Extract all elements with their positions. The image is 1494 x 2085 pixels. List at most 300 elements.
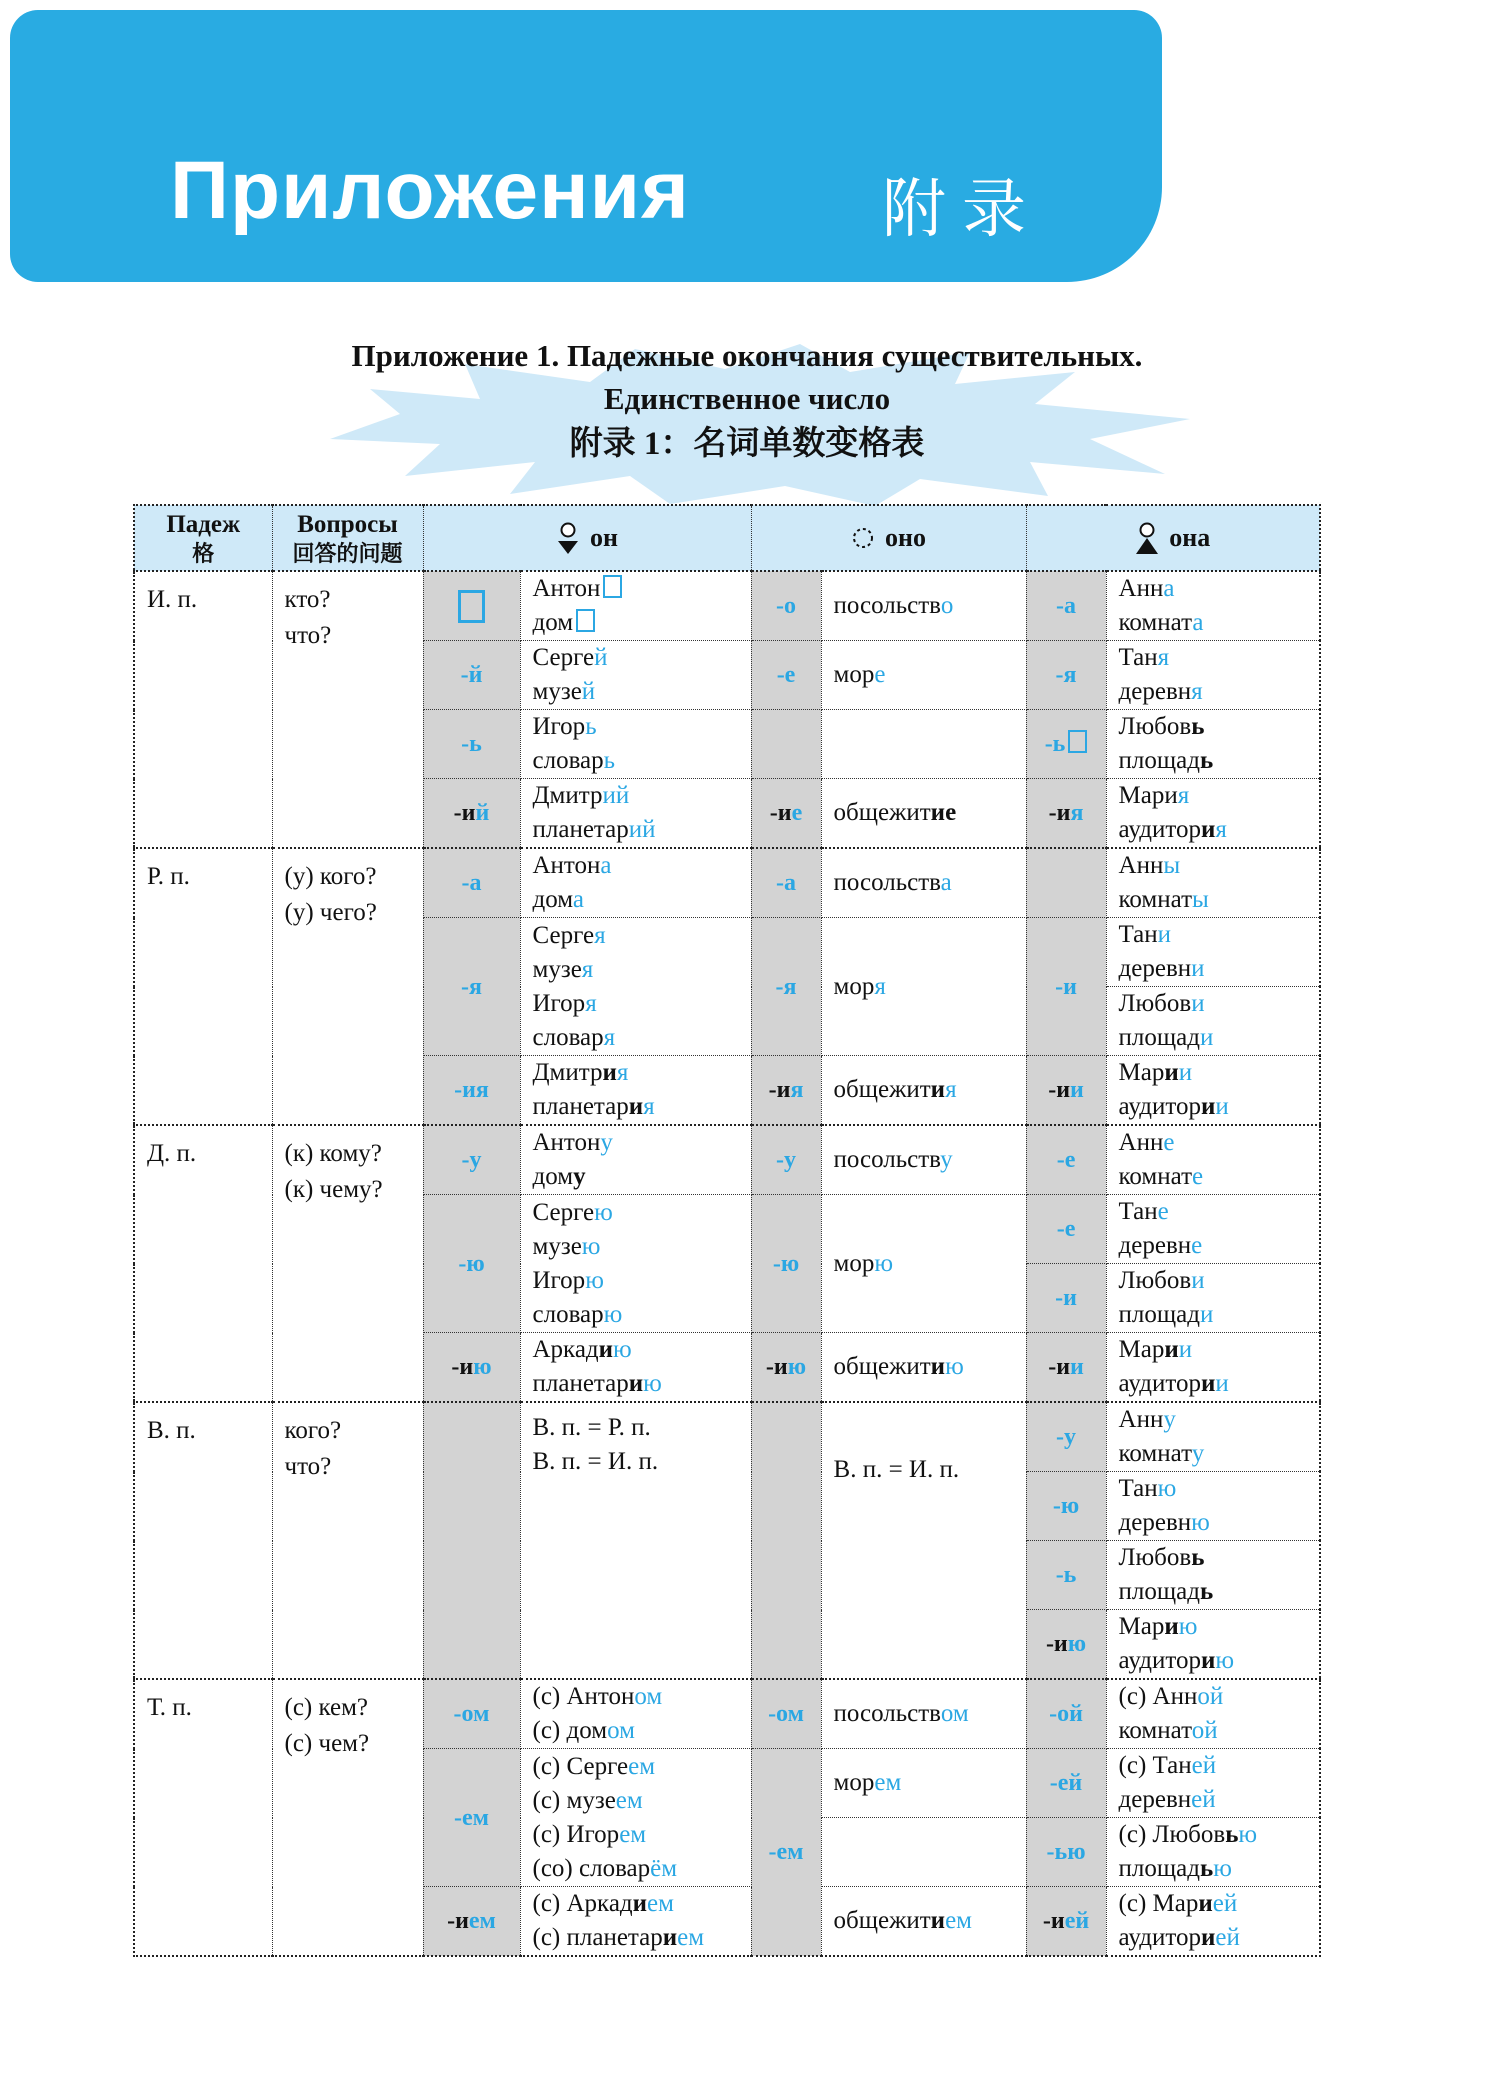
text-segment: и — [1198, 1890, 1213, 1917]
text-segment: й — [581, 678, 596, 705]
text-segment: что? — [284, 622, 332, 649]
text-segment: деревн — [1118, 678, 1192, 705]
text-segment: я — [1215, 816, 1227, 843]
text-segment: посольств — [833, 1146, 941, 1173]
text-segment: (с) Игор — [532, 1820, 620, 1848]
text-segment: -и — [451, 1354, 474, 1380]
text-segment: площад — [1118, 747, 1200, 774]
text-segment: ом — [940, 1700, 969, 1727]
text-segment: е — [874, 661, 886, 688]
text-segment: ю — [1178, 1613, 1198, 1640]
cell-mE — [520, 710, 751, 779]
text-segment: ем — [945, 1907, 972, 1934]
text-segment: -е — [776, 662, 796, 688]
text-segment: -е — [1056, 1216, 1076, 1242]
text-segment: ю — [787, 1354, 807, 1380]
text-segment: кто? — [284, 586, 331, 613]
cell-ques — [272, 571, 423, 848]
text-segment: и — [1070, 1077, 1084, 1103]
text-segment: (с) Серге — [532, 1752, 629, 1780]
cell-nE — [821, 571, 1026, 641]
text-segment: и — [1191, 1267, 1205, 1294]
cell-nL — [751, 571, 821, 641]
text-segment: -и — [768, 1077, 791, 1103]
cell-ques — [272, 1402, 423, 1679]
text-segment: -ью — [1046, 1839, 1086, 1865]
cell-fE — [1106, 779, 1320, 849]
text-segment: -ем — [768, 1839, 804, 1865]
cell-mE — [520, 779, 751, 849]
text-segment: я — [585, 989, 597, 1017]
zero-ending-square-icon — [458, 590, 485, 623]
cell-fE — [1106, 1333, 1320, 1403]
text-segment: ь — [1191, 713, 1205, 740]
cell-nE — [821, 779, 1026, 849]
text-segment: и — [1200, 1093, 1216, 1120]
text-segment: -а — [776, 870, 797, 896]
cell-nL — [751, 1125, 821, 1195]
cell-fL — [1026, 848, 1106, 918]
text-segment: и — [628, 1370, 644, 1397]
text-segment: и — [1164, 1336, 1179, 1363]
text-segment: аудитор — [1118, 1924, 1201, 1951]
text-segment: и — [930, 1353, 946, 1380]
section-title-line1: Приложение 1. Падежные окончания существительных. — [351, 338, 1143, 373]
text-segment: аудитор — [1118, 1647, 1201, 1674]
text-segment: -я — [461, 973, 482, 1000]
text-segment: комнат — [1118, 886, 1193, 913]
text-segment: ой — [1197, 1683, 1224, 1710]
text-segment: ь — [585, 713, 597, 740]
text-segment: дом — [532, 1163, 574, 1190]
text-segment: Игор — [532, 989, 586, 1017]
cell-mE — [520, 1056, 751, 1126]
text-segment: Антон — [532, 575, 601, 602]
text-segment: Р. п. — [147, 863, 190, 890]
cell-fE — [1106, 710, 1320, 779]
text-segment: ем — [677, 1924, 705, 1951]
text-segment: общежит — [833, 799, 931, 826]
text-segment: ем — [647, 1890, 674, 1917]
text-segment: ю — [613, 1336, 632, 1363]
zero-ending-square-icon — [1068, 730, 1087, 753]
text-segment: я — [1070, 800, 1084, 826]
text-segment: у — [1163, 1406, 1176, 1433]
text-segment: я — [616, 1059, 629, 1086]
text-segment: аудитор — [1118, 816, 1201, 843]
text-segment: кого? — [284, 1417, 342, 1444]
text-segment: и — [1178, 1336, 1193, 1363]
text-segment: ём — [650, 1854, 678, 1882]
text-segment: -е — [1056, 1147, 1076, 1173]
section-title-block — [0, 334, 1494, 468]
text-segment: Любов — [1118, 990, 1192, 1017]
cell-mL — [423, 1333, 520, 1403]
female-figure-icon — [1135, 522, 1159, 554]
text-segment: -и — [1048, 800, 1071, 826]
cell-nL — [751, 1679, 821, 1749]
cell-fL — [1026, 1679, 1106, 1749]
text-segment: а — [600, 852, 612, 879]
text-segment: -и — [1045, 1631, 1068, 1657]
text-segment: Анн — [1118, 1406, 1164, 1433]
text-segment: дом — [532, 886, 573, 913]
section-title-line2: Единственное число — [603, 381, 891, 416]
text-segment: а — [1192, 609, 1204, 636]
text-segment: мор — [833, 661, 875, 688]
cell-ques — [272, 1125, 423, 1402]
cell-nE — [821, 1402, 1026, 1679]
cell-mL — [423, 710, 520, 779]
text-segment: комнат — [1118, 1717, 1192, 1744]
text-segment: ой — [1191, 1717, 1218, 1744]
cell-fL — [1026, 1472, 1106, 1541]
cell-nL — [751, 1749, 821, 1957]
text-segment: (с) музе — [532, 1786, 616, 1814]
gender-label-neuter: оно — [885, 523, 927, 552]
header-questions-ru: Вопросы — [297, 510, 398, 538]
cell-mL — [423, 1402, 520, 1679]
text-segment: словар — [532, 747, 604, 774]
text-segment: -ю — [1052, 1493, 1080, 1519]
cell-fE — [1106, 987, 1320, 1056]
text-segment: посольств — [833, 869, 941, 896]
text-segment: -ей — [1049, 1770, 1083, 1796]
cell-nL — [751, 779, 821, 849]
text-segment: Любов — [1118, 713, 1192, 740]
cell-fE — [1106, 1679, 1320, 1749]
text-segment: Тан — [1118, 921, 1158, 948]
text-segment: ом — [634, 1683, 663, 1710]
cell-fL — [1026, 1333, 1106, 1403]
text-segment: й — [475, 800, 490, 826]
cell-fL — [1026, 1541, 1106, 1610]
text-segment: ий — [602, 782, 630, 809]
section-title-line3-chinese: 附录 1：名词单数变格表 — [569, 426, 925, 462]
text-segment: -ь — [461, 731, 482, 757]
text-segment: общежит — [833, 1076, 931, 1103]
text-segment: ей — [1212, 1890, 1238, 1917]
text-segment: е — [1191, 1232, 1203, 1259]
text-segment: -и — [447, 1908, 469, 1934]
text-segment: и — [1157, 921, 1172, 948]
cell-nE — [821, 1333, 1026, 1403]
text-segment: -а — [461, 870, 482, 896]
text-segment: -ой — [1049, 1701, 1083, 1727]
cell-nL — [751, 848, 821, 918]
declension-table-body — [134, 571, 1320, 1956]
text-segment: ей — [1215, 1924, 1240, 1951]
text-segment: ы — [1192, 886, 1209, 913]
zero-ending-square-icon — [603, 575, 622, 598]
text-segment: и — [1191, 990, 1205, 1017]
text-segment: й — [594, 644, 608, 671]
text-segment: и — [1200, 816, 1216, 843]
text-segment: и — [1200, 1370, 1216, 1397]
text-segment: я — [603, 1023, 616, 1051]
gender-label-masculine: он — [590, 523, 618, 552]
cell-mE — [520, 571, 751, 641]
cell-mL — [423, 1679, 520, 1749]
cell-nE — [821, 1195, 1026, 1333]
text-segment: Анн — [1118, 852, 1164, 879]
text-segment: ю — [1238, 1821, 1258, 1848]
header-masculine — [423, 505, 751, 571]
text-segment: -ь — [1055, 1562, 1077, 1588]
text-segment: и — [1070, 1354, 1084, 1380]
header-case-ru: Падеж — [166, 510, 241, 538]
cell-fL — [1026, 1887, 1106, 1957]
text-segment: ю — [1213, 1855, 1232, 1882]
text-segment: и — [662, 1924, 678, 1951]
cell-fL — [1026, 1749, 1106, 1818]
cell-nL — [751, 1056, 821, 1126]
cell-fE — [1106, 571, 1320, 641]
cell-nL — [751, 1195, 821, 1333]
text-segment: ий — [628, 816, 656, 843]
text-segment: ей — [1064, 1908, 1090, 1934]
cell-fE — [1106, 1887, 1320, 1957]
cell-mL — [423, 779, 520, 849]
cell-ques — [272, 1679, 423, 1956]
text-segment: и — [1215, 1370, 1229, 1397]
text-segment: я — [1191, 678, 1203, 705]
text-segment: Серге — [532, 644, 595, 671]
cell-nL — [751, 1402, 821, 1679]
text-segment: (с) кем? — [284, 1694, 369, 1721]
text-segment: Аркад — [532, 1336, 599, 1363]
text-segment: (у) кого? — [284, 863, 377, 890]
text-segment: ы — [1163, 852, 1181, 879]
text-segment: Серге — [532, 1198, 595, 1226]
cell-nL — [751, 1333, 821, 1403]
text-segment: музе — [532, 1232, 582, 1260]
text-segment: общежит — [833, 1353, 931, 1380]
text-segment: е — [1192, 1163, 1204, 1190]
zero-ending-square-icon — [576, 609, 595, 632]
text-segment: и — [628, 1093, 644, 1120]
cell-nE — [821, 1679, 1026, 1749]
cell-fL — [1026, 1125, 1106, 1195]
text-segment: (к) чему? — [284, 1176, 383, 1203]
text-segment: Игор — [532, 713, 586, 740]
text-segment: словар — [532, 1300, 604, 1328]
text-segment: площад — [1118, 1855, 1200, 1882]
text-segment: Тан — [1118, 644, 1158, 671]
cell-fE — [1106, 848, 1320, 918]
text-segment: -ю — [772, 1250, 800, 1277]
text-segment: -и — [453, 800, 476, 826]
text-segment: мор — [833, 1769, 875, 1796]
text-segment: я — [594, 921, 606, 949]
text-segment: я — [1157, 644, 1170, 671]
cell-mE — [520, 1195, 751, 1333]
cell-case — [134, 1125, 272, 1402]
text-segment: (со) словар — [532, 1854, 651, 1882]
text-segment: ей — [1191, 1786, 1216, 1813]
cell-fL — [1026, 1818, 1106, 1887]
cell-fL — [1026, 1402, 1106, 1472]
text-segment: (с) Аркад — [532, 1890, 633, 1917]
page-banner — [10, 10, 1162, 282]
cell-fL — [1026, 1264, 1106, 1333]
text-segment: у — [573, 1163, 586, 1190]
cell-mL — [423, 1125, 520, 1195]
cell-mL — [423, 1887, 520, 1957]
text-segment: планетар — [532, 1370, 629, 1397]
text-segment: и — [1164, 1613, 1179, 1640]
text-segment: я — [945, 1076, 957, 1103]
text-segment: -я — [1055, 662, 1077, 688]
text-segment: ю — [603, 1300, 623, 1328]
text-segment: (у) чего? — [284, 899, 377, 926]
cell-nE — [821, 918, 1026, 1056]
cell-case — [134, 1679, 272, 1956]
text-segment: -ем — [454, 1804, 489, 1831]
text-segment: ем — [874, 1769, 902, 1796]
cell-mL — [423, 571, 520, 641]
text-segment: В. п. = Р. п. — [532, 1414, 651, 1441]
text-segment: е — [1157, 1198, 1169, 1225]
text-segment: ю — [473, 1354, 492, 1380]
cell-fE — [1106, 1195, 1320, 1264]
text-segment: -и — [1055, 973, 1077, 1000]
text-segment: Дмитр — [532, 1059, 603, 1086]
text-segment: ом — [607, 1717, 635, 1744]
cell-fE — [1106, 1818, 1320, 1887]
text-segment: а — [940, 869, 952, 896]
text-segment: -и — [1048, 1354, 1071, 1380]
cell-fL — [1026, 641, 1106, 710]
text-segment: В. п. = И. п. — [532, 1448, 659, 1475]
header-questions — [272, 505, 423, 571]
text-segment: и — [1200, 1924, 1216, 1951]
cell-mE — [520, 1125, 751, 1195]
cell-nE — [821, 641, 1026, 710]
text-segment: ю — [1191, 1509, 1210, 1536]
text-segment: о — [940, 592, 954, 619]
text-segment: Игор — [532, 1266, 586, 1294]
text-segment: мор — [833, 1249, 875, 1277]
text-segment: музе — [532, 955, 582, 983]
cell-fE — [1106, 1264, 1320, 1333]
text-segment: -ом — [453, 1701, 490, 1727]
cell-fE — [1106, 1125, 1320, 1195]
text-segment: я — [643, 1093, 655, 1120]
gender-label-feminine: она — [1169, 523, 1211, 552]
cell-mE — [520, 1333, 751, 1403]
cell-mE — [520, 1887, 751, 1957]
cell-nE — [821, 848, 1026, 918]
cell-fE — [1106, 1402, 1320, 1472]
text-segment: Анн — [1118, 1129, 1164, 1156]
text-segment: и — [1215, 1093, 1229, 1120]
text-segment: В. п. = И. п. — [833, 1456, 960, 1483]
cell-mL — [423, 1749, 520, 1887]
text-segment: ю — [945, 1353, 964, 1380]
text-segment: е — [1163, 1129, 1175, 1156]
text-segment: ь — [1199, 747, 1214, 774]
text-segment: и — [632, 1890, 648, 1917]
text-segment: ю — [874, 1249, 894, 1277]
cell-fE — [1106, 1749, 1320, 1818]
cell-mE — [520, 1679, 751, 1749]
cell-fL — [1026, 710, 1106, 779]
cell-fL — [1026, 1195, 1106, 1264]
text-segment: ь — [603, 747, 616, 774]
text-segment: -ю — [458, 1250, 485, 1277]
header-case-zh: 格 — [192, 540, 215, 566]
text-segment: и — [598, 1336, 614, 1363]
text-segment: (с) планетар — [532, 1924, 663, 1951]
text-segment: а — [1163, 575, 1175, 602]
text-segment: (с) Анн — [1118, 1683, 1198, 1710]
text-segment: (с) Любов — [1118, 1821, 1226, 1848]
text-segment: ь — [1225, 1821, 1239, 1848]
text-segment: ем — [628, 1752, 656, 1780]
text-segment: ю — [1215, 1647, 1235, 1674]
cell-fE — [1106, 1472, 1320, 1541]
text-segment: -ь — [1044, 731, 1066, 757]
text-segment: И. п. — [147, 586, 198, 613]
cell-nL — [751, 710, 821, 779]
text-segment: я — [1177, 782, 1190, 809]
text-segment: Мар — [1118, 1059, 1165, 1086]
text-segment: (с) Антон — [532, 1683, 635, 1710]
text-segment: Анн — [1118, 575, 1164, 602]
text-segment: (с) чем? — [284, 1730, 370, 1757]
cell-case — [134, 1402, 272, 1679]
text-segment: у — [940, 1146, 953, 1173]
text-segment: Антон — [532, 1129, 601, 1156]
text-segment: что? — [284, 1453, 332, 1480]
text-segment: ь — [1199, 1855, 1214, 1882]
cell-case — [134, 571, 272, 848]
cell-mE — [520, 641, 751, 710]
text-segment: -и — [765, 1354, 788, 1380]
dashed-circle-icon — [851, 526, 875, 550]
text-segment: ь — [1191, 1544, 1205, 1571]
text-segment: посольств — [833, 592, 941, 619]
text-segment: -у — [776, 1147, 797, 1173]
text-segment: общежит — [833, 1907, 931, 1934]
text-segment: аудитор — [1118, 1370, 1201, 1397]
text-segment: Тан — [1118, 1198, 1158, 1225]
text-segment: музе — [532, 678, 582, 705]
text-segment: Антон — [532, 852, 601, 879]
cell-fE — [1106, 641, 1320, 710]
cell-fE — [1106, 918, 1320, 987]
cell-mE — [520, 918, 751, 1056]
text-segment: и — [1178, 1059, 1193, 1086]
text-segment: ем — [615, 1786, 643, 1814]
text-segment: планетар — [532, 1093, 629, 1120]
text-segment: ю — [1157, 1475, 1177, 1502]
text-segment: у — [600, 1129, 613, 1156]
cell-fE — [1106, 1541, 1320, 1610]
text-segment: -й — [460, 662, 483, 688]
text-segment: и — [930, 1907, 946, 1934]
text-segment: а — [572, 886, 585, 913]
cell-fE — [1106, 1056, 1320, 1126]
text-segment: -и — [1042, 1908, 1065, 1934]
text-segment: площад — [1118, 1301, 1200, 1328]
cell-mL — [423, 641, 520, 710]
cell-mL — [423, 848, 520, 918]
cell-fE — [1106, 1610, 1320, 1680]
text-segment: Серге — [532, 921, 595, 949]
text-segment: -и — [1055, 1285, 1077, 1311]
